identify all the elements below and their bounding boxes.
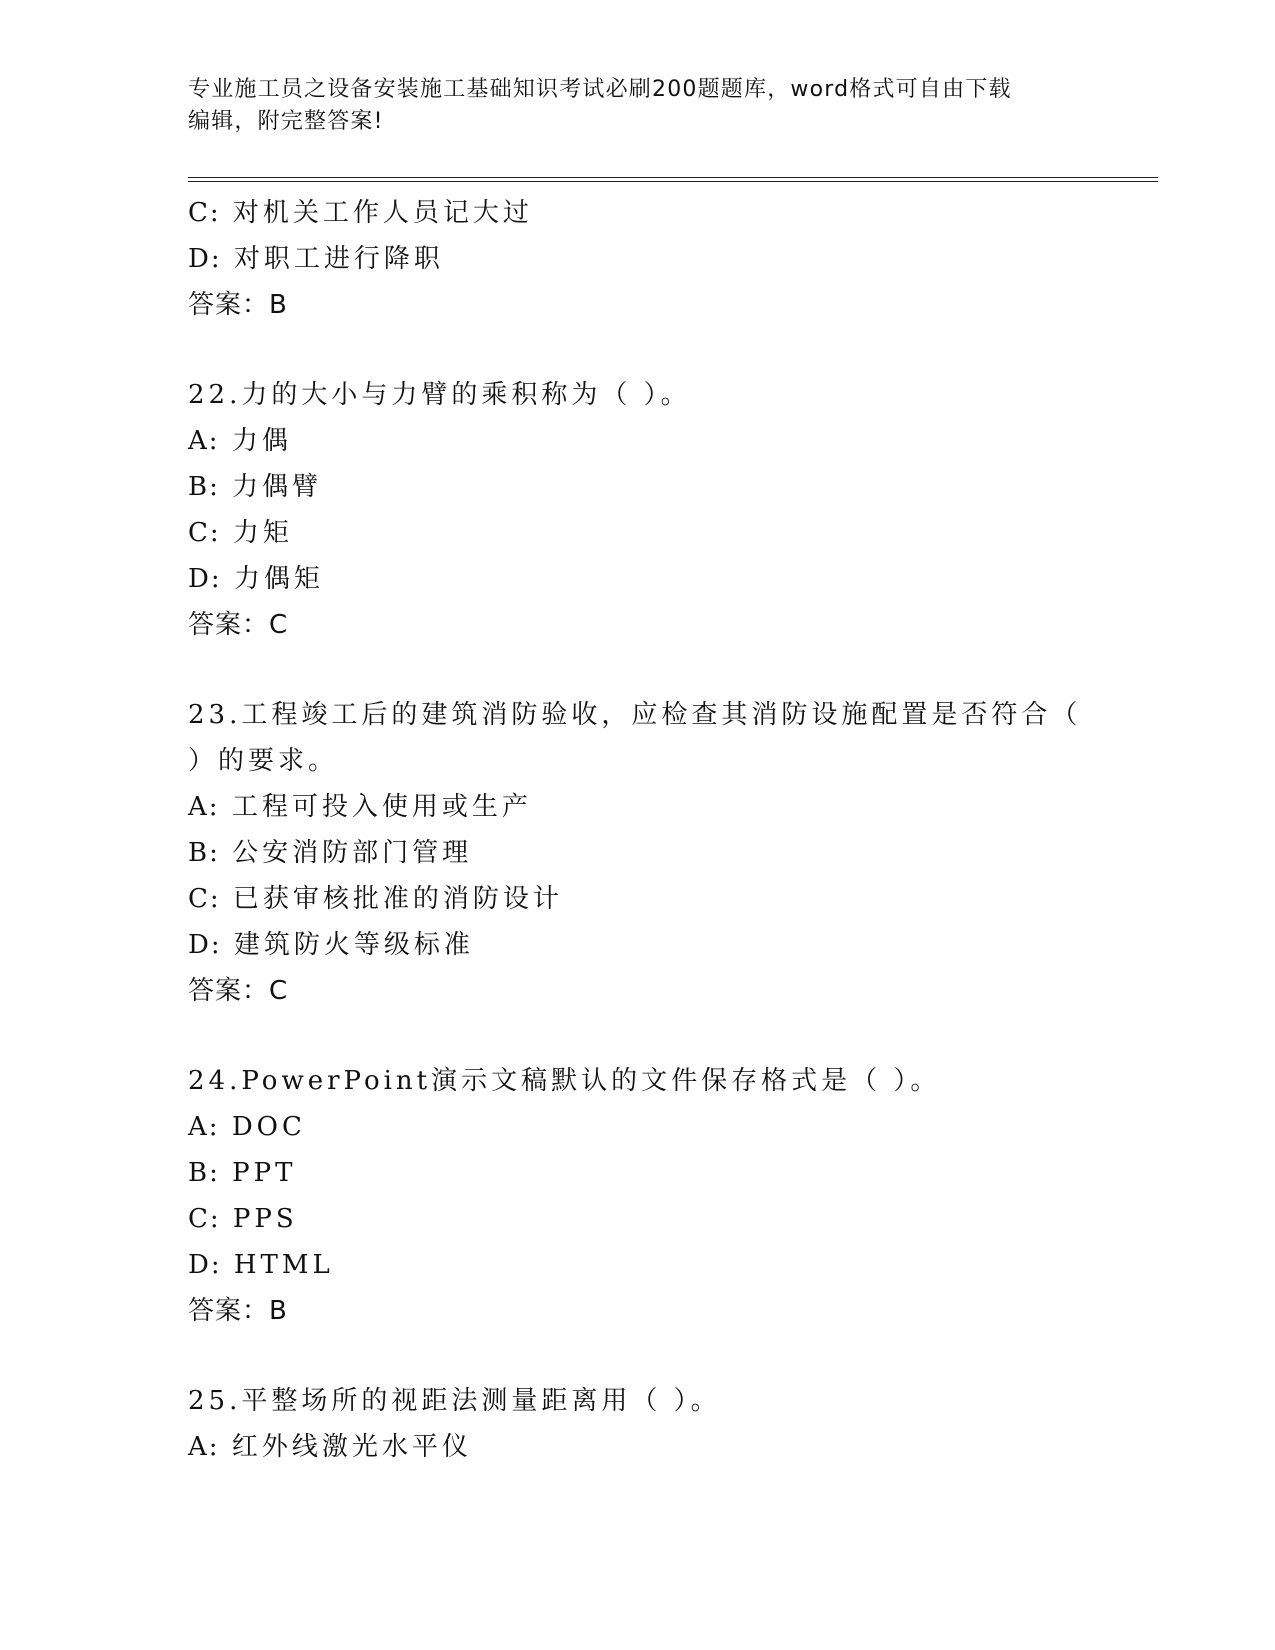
option-key: D: — [188, 564, 222, 594]
question-stem: 24.PowerPoint演示文稿默认的文件保存格式是（ ）。 — [188, 1066, 941, 1096]
option-key: A: — [188, 792, 220, 822]
question-block-25 — [188, 1378, 1148, 1470]
header-title-line-1: 专业施工员之设备安装施工基础知识考试必刷200题题库，word格式可自由下载 — [188, 77, 1012, 102]
question-stem: 22.力的大小与力臂的乘积称为（ ）。 — [188, 380, 691, 410]
option-key: B: — [188, 1158, 220, 1188]
option-b — [188, 464, 1148, 510]
option-d — [188, 236, 1148, 282]
option-text: HTML — [233, 1250, 334, 1280]
option-text: 建筑防火等级标准 — [233, 930, 474, 960]
option-key: B: — [188, 838, 220, 868]
spacer — [188, 1334, 1148, 1378]
option-text: DOC — [231, 1112, 306, 1142]
option-text: PPS — [232, 1204, 298, 1234]
option-text: 力偶 — [231, 426, 292, 456]
option-text: 力偶臂 — [232, 472, 323, 502]
option-key: C: — [188, 518, 221, 548]
header-rule-bottom — [188, 181, 1158, 182]
option-a — [188, 1424, 1148, 1470]
option-text: PPT — [232, 1158, 297, 1188]
option-text: 工程可投入使用或生产 — [231, 792, 532, 822]
option-key: D: — [188, 1250, 222, 1280]
question-block-23 — [188, 692, 1148, 1014]
option-key: C: — [188, 198, 221, 228]
spacer — [188, 1014, 1148, 1058]
option-d — [188, 922, 1148, 968]
option-text: 力矩 — [232, 518, 293, 548]
option-text: 红外线激光水平仪 — [231, 1432, 472, 1462]
spacer — [188, 648, 1148, 692]
spacer — [188, 328, 1148, 372]
option-c — [188, 190, 1148, 236]
question-stem: 23.工程竣工后的建筑消防验收，应检查其消防设施配置是否符合（ — [188, 700, 1082, 730]
option-key: A: — [188, 1432, 220, 1462]
question-stem-continued: ）的要求。 — [188, 746, 339, 776]
option-b — [188, 1150, 1148, 1196]
question-block-22 — [188, 372, 1148, 648]
option-key: C: — [188, 884, 221, 914]
document-header — [188, 74, 1088, 138]
answer-line: 答案：C — [188, 610, 289, 640]
header-rule-top — [188, 177, 1158, 178]
option-b — [188, 830, 1148, 876]
option-text: 力偶矩 — [233, 564, 324, 594]
question-block-24 — [188, 1058, 1148, 1334]
option-a — [188, 784, 1148, 830]
option-c — [188, 1196, 1148, 1242]
option-d — [188, 556, 1148, 602]
answer-line: 答案：B — [188, 1296, 288, 1326]
answer-line: 答案：B — [188, 290, 288, 320]
question-stem: 25.平整场所的视距法测量距离用（ ）。 — [188, 1386, 721, 1416]
answer-line: 答案：C — [188, 976, 289, 1006]
option-d — [188, 1242, 1148, 1288]
option-c — [188, 876, 1148, 922]
question-block-21 — [188, 190, 1148, 328]
option-text: 公安消防部门管理 — [232, 838, 473, 868]
option-key: D: — [188, 930, 222, 960]
option-text: 对机关工作人员记大过 — [232, 198, 533, 228]
option-key: D: — [188, 244, 222, 274]
option-key: C: — [188, 1204, 221, 1234]
option-c — [188, 510, 1148, 556]
option-a — [188, 418, 1148, 464]
question-list — [188, 190, 1148, 1470]
option-key: B: — [188, 472, 220, 502]
option-text: 已获审核批准的消防设计 — [232, 884, 563, 914]
option-text: 对职工进行降职 — [233, 244, 444, 274]
option-key: A: — [188, 426, 220, 456]
header-title-line-2: 编辑，附完整答案! — [188, 109, 384, 134]
option-a — [188, 1104, 1148, 1150]
option-key: A: — [188, 1112, 220, 1142]
